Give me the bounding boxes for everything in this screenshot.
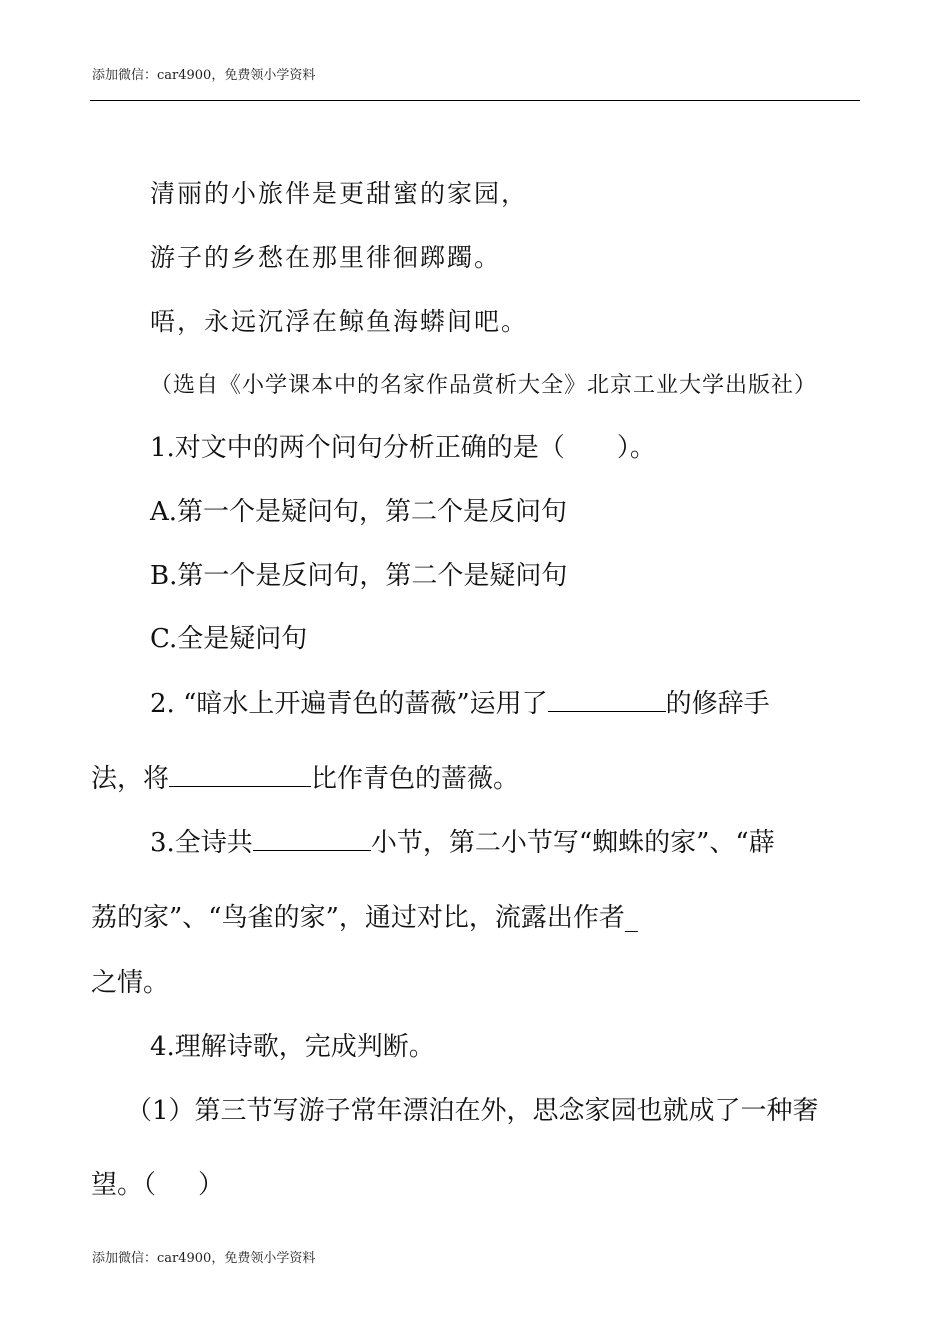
question-4-sub-1-line-1: （1）第三节写游子常年漂泊在外，思念家园也就成了一种奢 — [126, 1096, 819, 1126]
question-2-text-a: 2. “暗水上开遍青色的蔷薇”运用了 — [150, 689, 548, 719]
header-rule — [90, 100, 860, 101]
question-4-stem: 4.理解诗歌，完成判断。 — [150, 1032, 435, 1062]
question-2-line-2 — [91, 762, 519, 796]
page-header: 添加微信：car4900，免费领小学资料 — [92, 68, 316, 83]
question-4-sub-1-close: ） — [198, 1170, 225, 1200]
question-4-sub-1-text: 望。（ — [91, 1170, 157, 1200]
question-3-blank-1[interactable] — [253, 826, 371, 851]
question-1-option-a: A.第一个是疑问句，第二个是反问句 — [150, 497, 568, 527]
poem-line-1: 清丽的小旅伴是更甜蜜的家园， — [150, 179, 529, 208]
question-1-stem-end: ）。 — [616, 433, 656, 463]
question-4-sub-1-line-2 — [91, 1168, 224, 1202]
question-1-stem — [150, 431, 656, 465]
question-3-text-a: 3.全诗共 — [150, 828, 253, 858]
question-3-text-b: 小节，第二小节写“蜘蛛的家”、“薜 — [370, 828, 775, 858]
question-2-text-d: 比作青色的蔷薇。 — [311, 764, 520, 794]
page-footer: 添加微信：car4900，免费领小学资料 — [92, 1251, 316, 1266]
poem-line-2: 游子的乡愁在那里徘徊踯躅。 — [150, 243, 502, 272]
question-2-blank-2[interactable] — [169, 762, 311, 787]
question-2-blank-1[interactable] — [548, 687, 666, 712]
question-3-line-2: 荔的家”、“鸟雀的家”，通过对比，流露出作者_ — [91, 903, 638, 933]
question-1-option-c: C.全是疑问句 — [150, 624, 308, 654]
question-1-stem-text: 1.对文中的两个问句分析正确的是（ — [150, 433, 565, 463]
question-2-text-c: 法，将 — [91, 764, 170, 794]
question-3-line-1 — [150, 826, 775, 860]
question-2-text-b: 的修辞手 — [665, 689, 770, 719]
question-1-option-b: B.第一个是反问句，第二个是疑问句 — [150, 561, 568, 591]
question-2-line-1 — [150, 687, 770, 721]
poem-source: （选自《小学课本中的名家作品赏析大全》北京工业大学出版社） — [150, 373, 818, 398]
question-3-line-3: 之情。 — [91, 968, 170, 998]
poem-line-3: 唔，永远沉浮在鲸鱼海蟒间吧。 — [150, 307, 529, 336]
